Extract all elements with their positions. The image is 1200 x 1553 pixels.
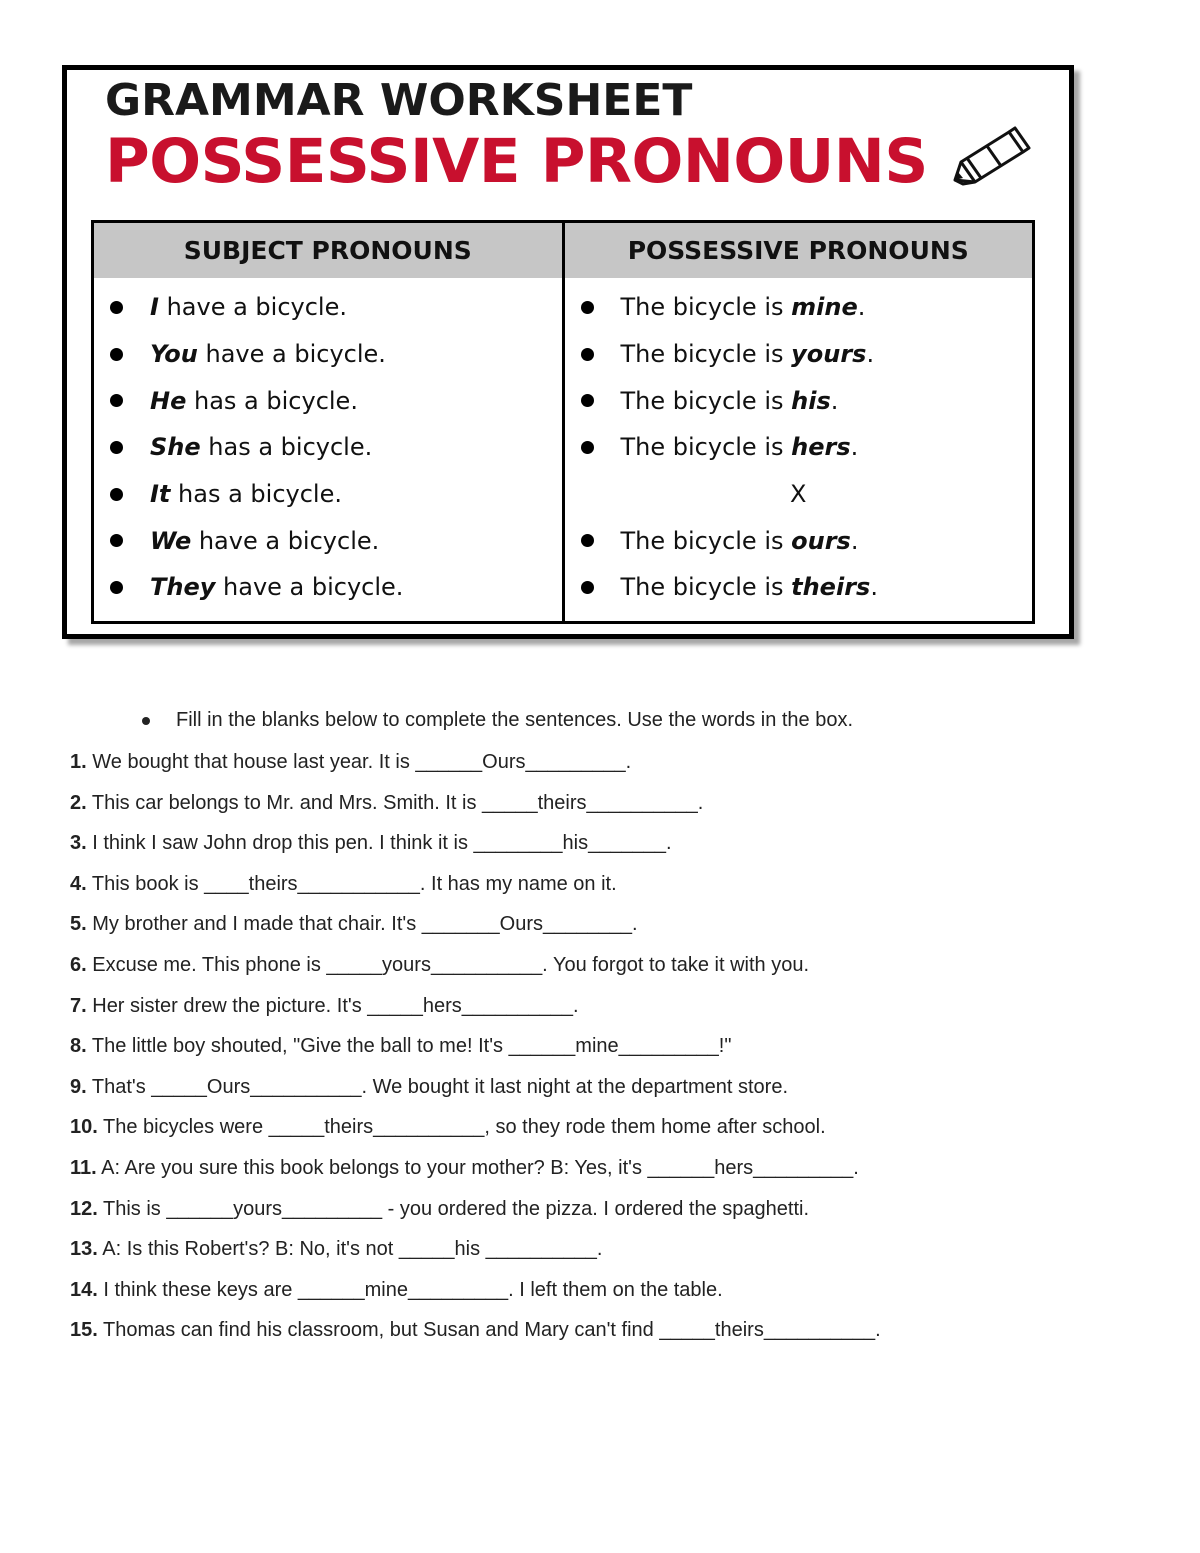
question-number: 11.: [70, 1157, 97, 1179]
row-text: [150, 573, 403, 601]
question-text: We bought that house last year. It is ______Ours_________.: [86, 751, 632, 773]
question-number: 9.: [70, 1075, 87, 1098]
question-number: 3.: [70, 832, 87, 855]
question-text: This car belongs to Mr. and Mrs. Smith. It is _____theirs__________.: [86, 791, 704, 814]
subject-pronoun-row: [94, 564, 562, 611]
subject-pronoun: We: [150, 526, 192, 555]
sentence-end: .: [870, 573, 878, 602]
bullet-icon: [581, 534, 594, 547]
question-text: Her sister drew the picture. It's _____hers__________.: [86, 994, 579, 1017]
question-item: [70, 1318, 881, 1342]
sentence-start: The bicycle is: [620, 340, 792, 369]
subject-pronoun: It: [150, 480, 171, 509]
bullet-icon: [581, 348, 594, 361]
subject-pronoun: They: [150, 573, 216, 602]
possessive-pronoun: yours: [791, 340, 867, 369]
sentence-rest: have a bicycle.: [158, 293, 347, 322]
question-item: [70, 1278, 723, 1302]
question-item: [70, 1034, 731, 1058]
row-text: [150, 340, 386, 368]
sentence-rest: has a bicycle.: [200, 433, 373, 462]
question-text: The little boy shouted, "Give the ball to me! It's ______mine_________!": [86, 1035, 732, 1058]
question-number: 7.: [70, 994, 87, 1017]
possessive-pronoun: his: [791, 386, 831, 415]
possessive-pronoun: hers: [791, 433, 851, 462]
question-text: This is ______yours_________ - you ordered the pizza. I ordered the spaghetti.: [97, 1197, 810, 1220]
subject-pronoun-row: [94, 517, 562, 564]
sentence-rest: has a bicycle.: [170, 480, 342, 509]
possessive-pronoun-row: [565, 331, 1033, 378]
subject-pronoun-row: [94, 284, 562, 331]
row-text: [621, 340, 875, 368]
question-item: [70, 872, 617, 896]
bullet-icon: [110, 301, 123, 314]
worksheet-topic-title: POSSESSIVE PRONOUNS: [105, 126, 928, 197]
row-text: [621, 293, 866, 321]
possessive-pronoun: mine: [791, 293, 858, 322]
subject-pronoun: I: [150, 293, 159, 322]
row-text: [150, 433, 372, 461]
question-text: Excuse me. This phone is _____yours__________. You forgot to take it with you.: [86, 954, 810, 976]
bullet-icon: [110, 441, 123, 454]
subject-pronoun: You: [150, 340, 198, 369]
question-number: 4.: [70, 872, 87, 895]
question-item: [70, 1237, 602, 1261]
sentence-rest: have a bicycle.: [215, 573, 404, 602]
question-item: [70, 1156, 859, 1180]
bullet-icon: [142, 717, 150, 725]
row-text: [150, 293, 347, 321]
bullet-icon: [110, 488, 123, 501]
bullet-icon: [581, 581, 594, 594]
bullet-icon: [581, 394, 594, 407]
question-item: [70, 831, 672, 855]
subject-pronoun-row: [94, 424, 562, 471]
sentence-end: .: [857, 293, 866, 322]
row-text: [621, 433, 859, 461]
possessive-pronoun-row: [565, 424, 1033, 471]
subject-pronoun-row: [94, 471, 562, 518]
subject-pronoun: He: [150, 386, 187, 415]
question-text: I think I saw John drop this pen. I think it is ________his_______.: [86, 832, 672, 855]
question-number: 13.: [70, 1238, 98, 1261]
bullet-icon: [581, 441, 594, 454]
separator-row: [565, 471, 1033, 518]
separator-mark: X: [790, 480, 807, 509]
question-item: [70, 1197, 809, 1221]
worksheet-header-box: [62, 65, 1074, 639]
question-item: [70, 912, 638, 936]
question-item: [70, 750, 631, 774]
pronoun-table: [91, 220, 1035, 624]
question-number: 10.: [70, 1116, 98, 1139]
subject-pronouns-column: [94, 223, 565, 621]
bullet-icon: [110, 394, 123, 407]
bullet-icon: [581, 301, 594, 314]
row-text: [150, 527, 379, 555]
question-item: [70, 791, 703, 815]
question-text: A: Is this Robert's? B: No, it's not _____his __________.: [97, 1238, 603, 1261]
row-text: [621, 573, 878, 601]
question-text: My brother and I made that chair. It's _______Ours________.: [86, 913, 638, 936]
question-number: 1.: [70, 751, 87, 773]
possessive-pronoun-row: [565, 284, 1033, 331]
bullet-icon: [110, 534, 123, 547]
sentence-rest: has a bicycle.: [186, 386, 358, 415]
possessive-pronoun-row: [565, 517, 1033, 564]
question-text: I think these keys are ______mine_________. I left them on the table.: [97, 1278, 723, 1301]
question-item: [70, 994, 579, 1018]
question-item: [70, 1075, 788, 1099]
possessive-pronoun: ours: [791, 526, 851, 555]
possessive-pronouns-column: [565, 223, 1033, 621]
row-text: [621, 387, 839, 415]
subject-pronoun-row: [94, 377, 562, 424]
question-number: 2.: [70, 791, 87, 814]
instructions: Fill in the blanks below to complete the sentences. Use the words in the box.: [176, 709, 854, 731]
possessive-pronoun-row: [565, 377, 1033, 424]
sentence-end: .: [850, 433, 859, 462]
possessive-pronoun: theirs: [791, 573, 871, 602]
question-number: 5.: [70, 913, 87, 936]
sentence-end: .: [830, 386, 839, 415]
question-text: Thomas can find his classroom, but Susan and Mary can't find _____theirs__________.: [97, 1319, 881, 1342]
question-text: A: Are you sure this book belongs to your mother? B: Yes, it's ______hers_________.: [96, 1157, 859, 1179]
sentence-start: The bicycle is: [620, 526, 792, 555]
sentence-start: The bicycle is: [620, 293, 792, 322]
row-text: [150, 480, 342, 508]
subject-pronouns-header: SUBJECT PRONOUNS: [94, 223, 562, 278]
question-number: 6.: [70, 954, 87, 976]
question-number: 15.: [70, 1319, 98, 1342]
sentence-end: .: [866, 340, 875, 369]
row-text: [621, 527, 859, 555]
worksheet-title: GRAMMAR WORKSHEET: [105, 75, 693, 126]
sentence-start: The bicycle is: [620, 433, 792, 462]
possessive-pronoun-row: [565, 564, 1033, 611]
sentence-start: The bicycle is: [620, 386, 792, 415]
question-item: [70, 953, 809, 977]
sentence-rest: have a bicycle.: [191, 526, 380, 555]
possessive-pronouns-header: POSSESSIVE PRONOUNS: [565, 223, 1033, 278]
bullet-icon: [110, 348, 123, 361]
question-number: 14.: [70, 1278, 98, 1301]
question-text: The bicycles were _____theirs__________, so they rode them home after school.: [97, 1116, 826, 1139]
pencil-icon: [947, 122, 1031, 192]
question-number: 8.: [70, 1035, 87, 1058]
row-text: [150, 387, 358, 415]
question-text: That's _____Ours__________. We bought it last night at the department store.: [86, 1075, 789, 1098]
question-text: This book is ____theirs___________. It has my name on it.: [86, 872, 617, 895]
subject-pronoun-row: [94, 331, 562, 378]
subject-pronoun: She: [150, 433, 201, 462]
sentence-rest: have a bicycle.: [197, 340, 386, 369]
question-item: [70, 1115, 826, 1139]
question-number: 12.: [70, 1197, 98, 1220]
sentence-start: The bicycle is: [620, 573, 792, 602]
sentence-end: .: [850, 526, 859, 555]
bullet-icon: [110, 581, 123, 594]
